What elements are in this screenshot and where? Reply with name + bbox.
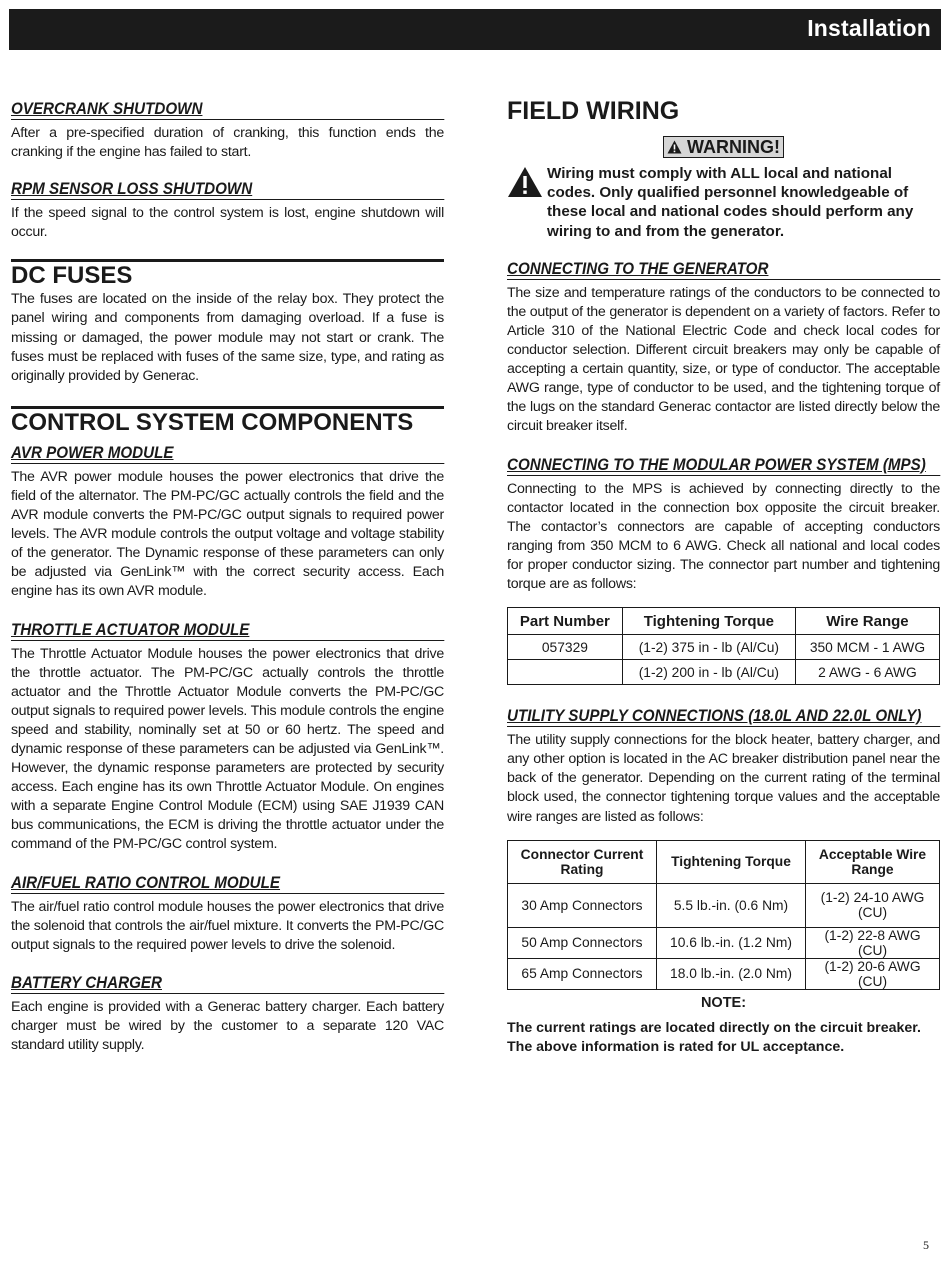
heading-field-wiring: FIELD WIRING bbox=[507, 97, 680, 125]
warning-triangle-icon bbox=[667, 140, 682, 154]
section-control-system bbox=[11, 406, 444, 437]
paragraph-airfuel: The air/fuel ratio control module houses the power electronics that drive the solenoid that controls the air/fuel mixture. It converts the PM-PC/GC output signals to the required power levels to drive the solenoid. bbox=[11, 898, 444, 953]
subheading-battery: BATTERY CHARGER bbox=[11, 973, 444, 994]
subheading-rpm-sensor: RPM SENSOR LOSS SHUTDOWN bbox=[11, 179, 444, 200]
subheading-avr: AVR POWER MODULE bbox=[11, 443, 444, 464]
section-avr bbox=[11, 443, 444, 602]
subheading-utility-supply: UTILITY SUPPLY CONNECTIONS (18.0L AND 22.0L ONLY) bbox=[507, 706, 940, 727]
subheading-throttle: THROTTLE ACTUATOR MODULE bbox=[11, 620, 444, 641]
table-cell: (1-2) 200 in - lb (Al/Cu) bbox=[622, 660, 795, 685]
paragraph-connecting-mps: Connecting to the MPS is achieved by connecting directly to the contactor located in the connection box opposite the circuit breaker. The contactor’s connectors are capable of accepting conductors ranging from 350 MCM to 6 AWG. Check all national and local codes for proper conductor sizing. The connector part number and tightening torque are as follows: bbox=[507, 480, 940, 593]
mps-connector-table bbox=[507, 607, 940, 685]
table-cell: 350 MCM - 1 AWG bbox=[795, 635, 939, 660]
paragraph-avr: The AVR power module houses the power electronics that drive the field of the alternator. The PM-PC/GC actually controls the field and the AVR module converts the PM-PC/GC output signals to required power levels. The AVR module controls the output voltage and voltage stability of the generator. The Dynamic response of these parameters can only be adjusted via GenLink™ with the correct security access. Each engine has its own AVR module. bbox=[11, 468, 444, 600]
table-header: Tightening Torque bbox=[622, 608, 795, 635]
warning-text: Wiring must comply with ALL local and national codes. Only qualified personnel knowledgeable of these local and national codes should perform any wiring to and from the generator. bbox=[547, 165, 914, 240]
table-cell: (1-2) 24-10 AWG (CU) bbox=[806, 883, 940, 927]
right-column bbox=[507, 95, 940, 1057]
heading-dc-fuses: DC FUSES bbox=[11, 262, 133, 290]
paragraph-utility-supply: The utility supply connections for the block heater, battery charger, and any other option is located in the AC breaker distribution panel near the back of the generator. Depending on the current rating of the terminal block used, the connector tightening torque values and the acceptable wire ranges are listed as follows: bbox=[507, 732, 940, 825]
heading-control-system: CONTROL SYSTEM COMPONENTS bbox=[11, 408, 414, 436]
section-throttle bbox=[11, 620, 444, 855]
note-label: NOTE: bbox=[700, 994, 747, 1011]
page-section-title: Installation bbox=[807, 15, 931, 41]
table-cell: (1-2) 22-8 AWG (CU) bbox=[806, 927, 940, 958]
paragraph-connecting-generator: The size and temperature ratings of the conductors to be connected to the output of the generator is dependent on a variety of factors. Refer to Article 310 of the National Electric Code and check local codes for conductor selection. Different circuit breakers may only be capable of accepting a certain quantity, size, or type of conductor. The acceptable AWG range, type of conductor to be used, and the tightening torque of the lugs on the standard Generac contactor are listed directly below the circuit breaker itself. bbox=[507, 284, 940, 435]
table-cell: 2 AWG - 6 AWG bbox=[795, 660, 939, 685]
utility-connector-table bbox=[507, 840, 940, 990]
table-cell: 5.5 lb.-in. (0.6 Nm) bbox=[657, 883, 806, 927]
subheading-overcrank: OVERCRANK SHUTDOWN bbox=[11, 99, 444, 120]
section-field-wiring bbox=[507, 95, 940, 241]
table-cell: (1-2) 375 in - lb (Al/Cu) bbox=[622, 635, 795, 660]
section-connecting-mps bbox=[507, 455, 940, 686]
table-row bbox=[508, 635, 940, 660]
paragraph-rpm-sensor: If the speed signal to the control system is lost, engine shutdown will occur. bbox=[11, 205, 444, 241]
table-cell: 10.6 lb.-in. (1.2 Nm) bbox=[657, 927, 806, 958]
section-airfuel bbox=[11, 873, 444, 955]
paragraph-battery: Each engine is provided with a Generac battery charger. Each battery charger must be wired by the customer to a separate 120 VAC standard utility supply. bbox=[11, 998, 444, 1053]
note-text: The current ratings are located directly on the circuit breaker. The above information is rated for UL acceptance. bbox=[507, 1019, 921, 1055]
table-cell bbox=[508, 660, 623, 685]
paragraph-throttle: The Throttle Actuator Module houses the power electronics that drive the throttle actuator. The PM-PC/GC actually controls the throttle actuator and the Throttle Actuator Module converts the PM-PC/GC output signals to required power levels. This module controls the engine speed and stability, nominally set at 50 or 60 hertz. The speed and dynamic response of these parameters can be adjusted via GenLink™. However, the dynamic response parameters are protected by security access. Each engine has its own Throttle Actuator Module. On engines with a separate Engine Control Module (ECM) using SAE J1939 CAN bus communications, the ECM is driving the throttle actuator under the command of the PM-PC/GC control system. bbox=[11, 645, 444, 853]
paragraph-overcrank: After a pre-specified duration of cranking, this function ends the cranking if the engine has failed to start. bbox=[11, 125, 444, 161]
table-header: Acceptable Wire Range bbox=[806, 840, 940, 883]
table-header: Wire Range bbox=[795, 608, 939, 635]
page-number: 5 bbox=[923, 1238, 929, 1252]
warning-badge bbox=[663, 136, 784, 158]
left-column bbox=[11, 95, 444, 1055]
section-connecting-generator bbox=[507, 259, 940, 437]
table-cell: 50 Amp Connectors bbox=[508, 927, 657, 958]
table-row bbox=[508, 958, 940, 989]
paragraph-dc-fuses: The fuses are located on the inside of the relay box. They protect the panel wiring and components from damaging overload. If a fuse is missing or damaged, the power module may not start or crank. The fuses must be replaced with fuses of the same size, type, and rating as originally provided by Generac. bbox=[11, 291, 444, 384]
section-rpm-sensor bbox=[11, 179, 444, 242]
table-cell: 65 Amp Connectors bbox=[508, 958, 657, 989]
table-cell: 057329 bbox=[508, 635, 623, 660]
header-bar bbox=[9, 9, 941, 50]
section-dc-fuses bbox=[11, 259, 444, 385]
table-row bbox=[508, 927, 940, 958]
warning-badge-row bbox=[507, 136, 940, 158]
table-row bbox=[508, 660, 940, 685]
subheading-airfuel: AIR/FUEL RATIO CONTROL MODULE bbox=[11, 873, 444, 894]
section-utility-supply bbox=[507, 706, 940, 1056]
warning-block bbox=[507, 164, 940, 241]
subheading-connecting-generator: CONNECTING TO THE GENERATOR bbox=[507, 259, 940, 280]
table-cell: 18.0 lb.-in. (2.0 Nm) bbox=[657, 958, 806, 989]
section-overcrank bbox=[11, 99, 444, 162]
table-header: Tightening Torque bbox=[657, 840, 806, 883]
table-header-row bbox=[508, 608, 940, 635]
section-battery bbox=[11, 973, 444, 1055]
table-header: Part Number bbox=[508, 608, 623, 635]
subheading-connecting-mps: CONNECTING TO THE MODULAR POWER SYSTEM (MPS) bbox=[507, 455, 940, 476]
table-row bbox=[508, 883, 940, 927]
table-cell: 30 Amp Connectors bbox=[508, 883, 657, 927]
table-cell: (1-2) 20-6 AWG (CU) bbox=[806, 958, 940, 989]
warning-triangle-icon bbox=[507, 166, 543, 198]
table-header-row bbox=[508, 840, 940, 883]
warning-label: WARNING! bbox=[687, 137, 780, 157]
table-header: Connector Current Rating bbox=[508, 840, 657, 883]
